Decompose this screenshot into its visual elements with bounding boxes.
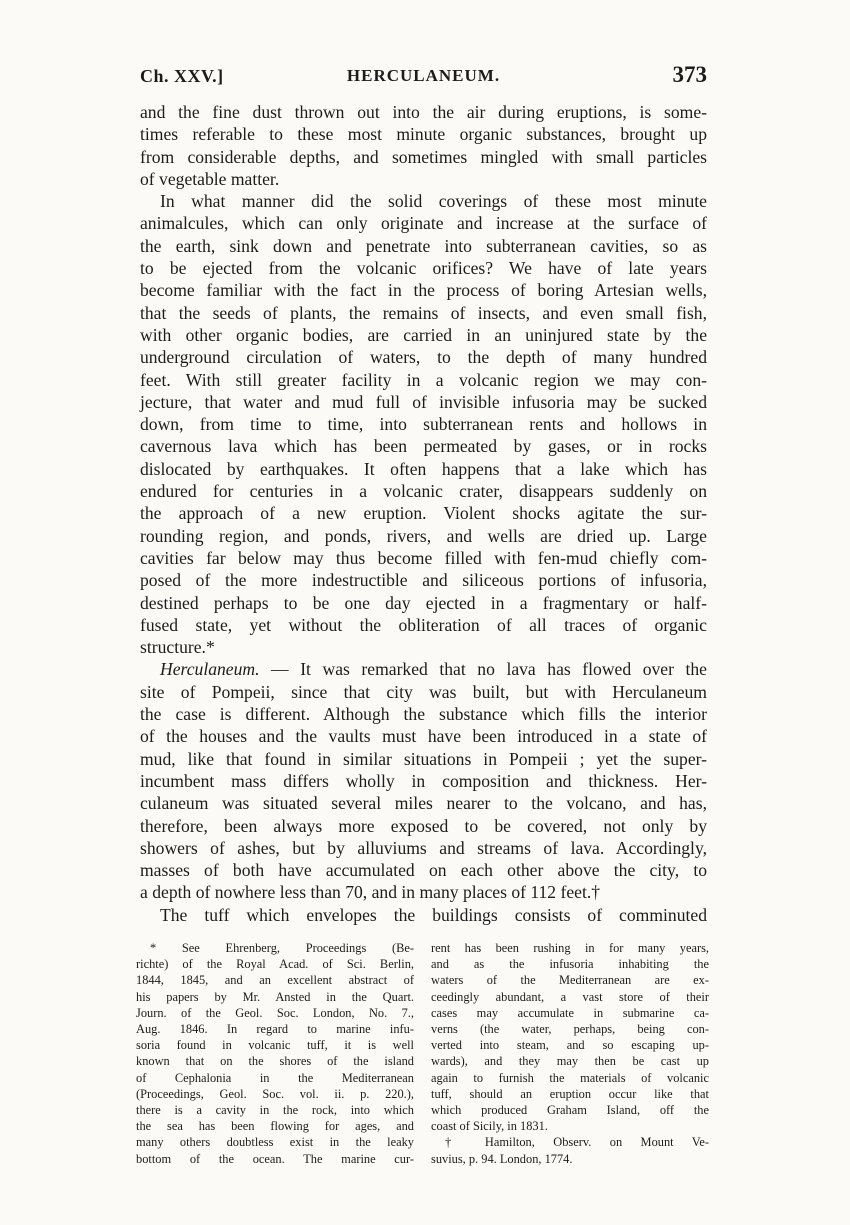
text-line: the earth, sink down and penetrate into subterranean cavities, so as	[140, 235, 707, 256]
text-line: culaneum was situated several miles nearer to the volcano, and has,	[140, 793, 707, 814]
text-line: dislocated by earthquakes. It often happens that a lake which has	[140, 458, 707, 479]
text-line: rounding region, and ponds, rivers, and wells are dried up. Large	[140, 525, 707, 546]
text-line: down, from time to time, into subterranean rents and hollows in	[140, 414, 707, 435]
text-line	[140, 658, 707, 680]
footnote-line: verns (the water, perhaps, being con-	[431, 1022, 709, 1037]
text-line: endured for centuries in a volcanic crater, disappears suddenly on	[140, 481, 707, 502]
text-line: mud, like that found in similar situations in Pompeii ; yet the super-	[140, 748, 707, 769]
text-line: feet. With still greater facility in a volcanic region we may con-	[140, 369, 707, 390]
text-line: The tuff which envelopes the buildings consists of comminuted	[160, 904, 707, 925]
paragraph-2	[140, 190, 707, 658]
footnote-column-left	[136, 940, 414, 1167]
text-line: incumbent mass differs wholly in composition and thickness. Her-	[140, 770, 707, 791]
text-line: jecture, that water and mud full of invisible infusoria may be sucked	[140, 391, 707, 412]
text-line: that the seeds of plants, the remains of insects, and even small fish,	[140, 302, 707, 323]
footnote-line: his papers by Mr. Ansted in the Quart.	[136, 989, 414, 1004]
footnote-line: * See Ehrenberg, Proceedings (Be-	[150, 941, 414, 955]
footnote-line: bottom of the ocean. The marine cur-	[136, 1151, 414, 1166]
footnote-line: many others doubtless exist in the leaky	[136, 1135, 414, 1150]
footnote-line: verted into steam, and so escaping up-	[431, 1038, 709, 1053]
footnote-line: wards), and they may then be cast up	[431, 1054, 709, 1069]
text-line: showers of ashes, but by alluviums and streams of lava. Accordingly,	[140, 837, 707, 858]
text-line: with other organic bodies, are carried in an uninjured state by the	[140, 324, 707, 345]
text-line: the case is different. Although the substance which fills the interior	[140, 704, 707, 725]
text-line: therefore, been always more exposed to be covered, not only by	[140, 815, 707, 836]
body-text	[140, 101, 707, 926]
paragraph-4	[140, 904, 707, 926]
text-line: to be ejected from the volcanic orifices? We have of late years	[140, 258, 707, 279]
footnote-line: suvius, p. 94. London, 1774.	[431, 1151, 573, 1166]
footnote-line: the sea has been flowing for ages, and	[136, 1119, 414, 1134]
text-line: animalcules, which can only originate and increase at the surface of	[140, 213, 707, 234]
text-line: of vegetable matter.	[140, 168, 280, 189]
footnote-line: 1844, 1845, and an excellent abstract of	[136, 973, 414, 988]
text-line: fused state, yet without the obliteration of all traces of organic	[140, 614, 707, 635]
footnote-line: Aug. 1846. In regard to marine infu-	[136, 1022, 414, 1037]
text-line: underground circulation of waters, to the depth of many hundred	[140, 347, 707, 368]
text-line: destined perhaps to be one day ejected in a fragmentary or half-	[140, 592, 707, 613]
text-line: of the houses and the vaults must have been introduced in a state of	[140, 726, 707, 747]
footnote-line: † Hamilton, Observ. on Mount Ve-	[445, 1135, 709, 1150]
paragraph-3	[140, 658, 707, 903]
footnote-line: ceedingly abundant, a vast store of their	[431, 989, 709, 1004]
footnotes	[136, 940, 709, 1167]
footnote-line: richte) of the Royal Acad. of Sci. Berlin,	[136, 957, 414, 972]
text-line: structure.*	[140, 637, 215, 658]
running-title: HERCULANEUM.	[346, 66, 501, 85]
chapter-label: Ch. XXV.]	[140, 66, 224, 86]
text-line: from considerable depths, and sometimes mingled with small particles	[140, 146, 707, 167]
footnote-line: Journ. of the Geol. Soc. London, No. 7.,	[136, 1005, 414, 1020]
page-number: 373	[672, 62, 707, 87]
footnote-line: soria found in volcanic tuff, it is well	[136, 1038, 414, 1053]
text-line: site of Pompeii, since that city was built, but with Herculaneum	[140, 681, 707, 702]
footnote-line: which produced Graham Island, off the	[431, 1103, 709, 1118]
text-line: posed of the more indestructible and siliceous portions of infusoria,	[140, 570, 707, 591]
footnote-line: there is a cavity in the rock, into which	[136, 1103, 414, 1118]
paragraph-1	[140, 101, 707, 190]
footnote-line: rent has been rushing in for many years,	[431, 941, 709, 955]
section-heading: Herculaneum.	[160, 659, 260, 680]
heading-continuation: — It was remarked that no lava has flowed over the	[259, 659, 707, 680]
footnote-line: known that on the shores of the island	[136, 1054, 414, 1069]
footnote-column-right	[431, 940, 709, 1167]
text-line: masses of both have accumulated on each other above the city, to	[140, 860, 707, 881]
footnote-line: of Cephalonia in the Mediterranean	[136, 1070, 414, 1085]
text-line: become familiar with the fact in the process of boring Artesian wells,	[140, 280, 707, 301]
footnote-line: again to furnish the materials of volcanic	[431, 1070, 709, 1085]
footnote-line: tuff, should an eruption occur like that	[431, 1086, 709, 1101]
footnote-line: (Proceedings, Geol. Soc. vol. ii. p. 220.),	[136, 1086, 414, 1101]
running-header	[140, 62, 707, 92]
footnote-line: and as the infusoria inhabiting the	[431, 957, 709, 972]
text-line: and the fine dust thrown out into the air during eruptions, is some-	[140, 102, 707, 122]
footnote-line: waters of the Mediterranean are ex-	[431, 973, 709, 988]
footnote-line: coast of Sicily, in 1831.	[431, 1119, 548, 1134]
text-line: times referable to these most minute organic substances, brought up	[140, 124, 707, 145]
text-line: a depth of nowhere less than 70, and in many places of 112 feet.†	[140, 882, 601, 903]
text-line: cavities far below may thus become filled with fen-mud chiefly com-	[140, 547, 707, 568]
text-line: In what manner did the solid coverings of these most minute	[160, 191, 707, 212]
text-line: cavernous lava which has been permeated by gases, or in rocks	[140, 436, 707, 457]
footnote-line: cases may accumulate in submarine ca-	[431, 1005, 709, 1020]
text-line: the approach of a new eruption. Violent shocks agitate the sur-	[140, 503, 707, 524]
